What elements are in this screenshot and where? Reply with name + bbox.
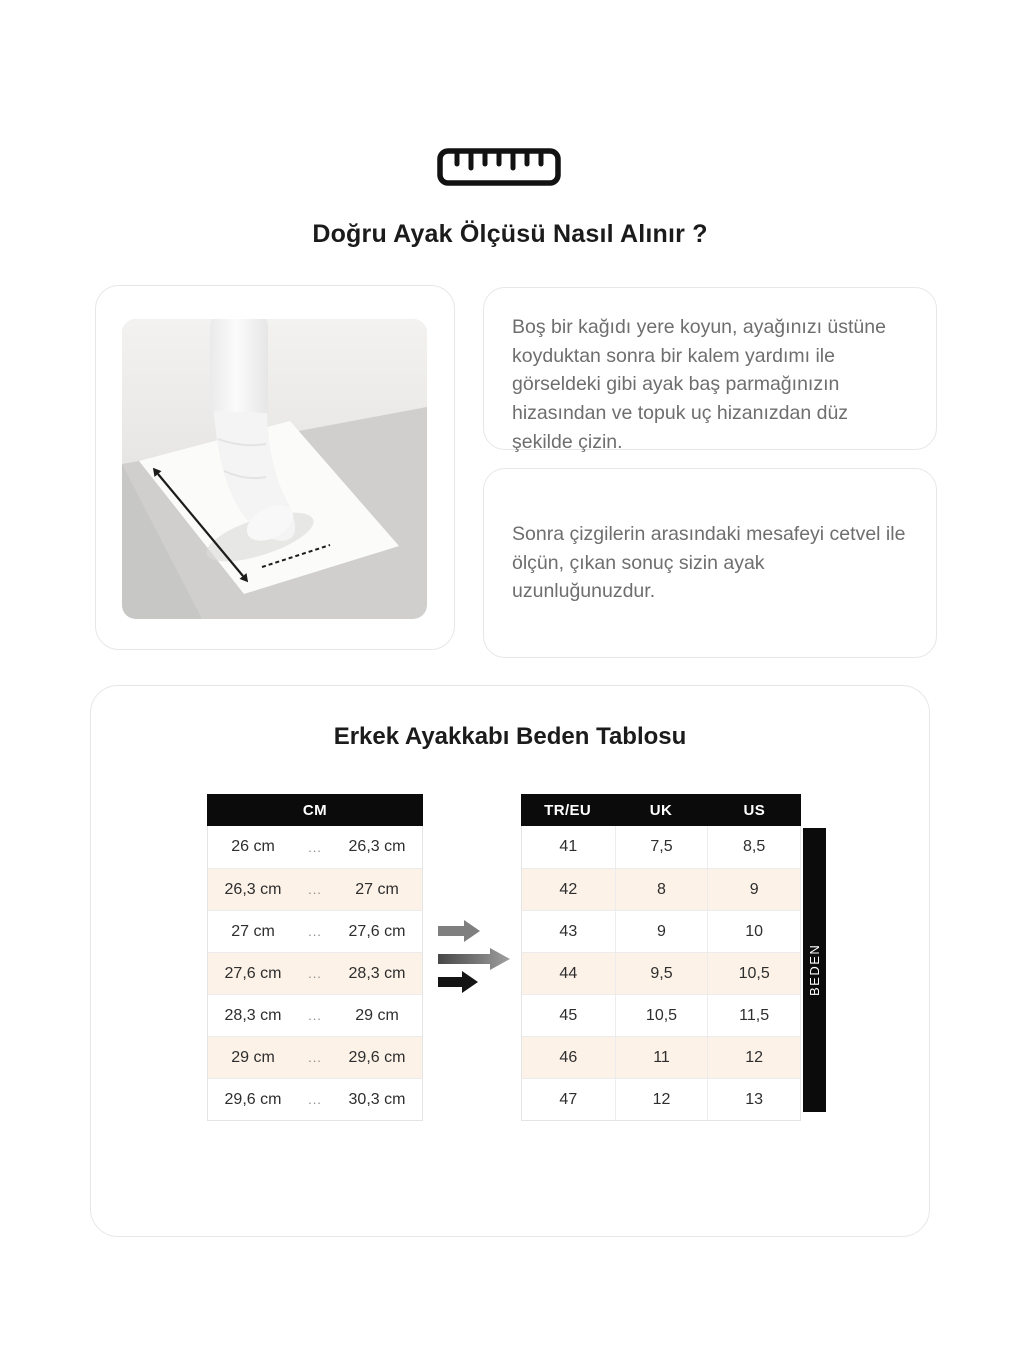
cm-to-value: 27 cm	[355, 880, 399, 898]
cm-table-header: CM	[207, 794, 423, 826]
us-value: 8,5	[707, 826, 800, 868]
header-tr-eu: TR/EU	[544, 801, 592, 819]
tr-eu-value: 47	[559, 1090, 578, 1108]
size-table-row	[522, 1078, 800, 1120]
cm-table-row	[208, 952, 422, 994]
uk-value: 9,5	[615, 953, 708, 994]
beden-side-label: BEDEN	[803, 828, 826, 1112]
tr-eu-value: 43	[559, 922, 578, 940]
us-value: 12	[707, 1037, 800, 1078]
range-dots: ...	[308, 1050, 322, 1065]
range-dots: ...	[308, 924, 322, 939]
size-table-row	[522, 910, 800, 952]
cm-to-value: 29,6 cm	[348, 1048, 406, 1066]
cm-from-value: 26,3 cm	[224, 880, 282, 898]
size-chart-title: Erkek Ayakkabı Beden Tablosu	[333, 723, 687, 750]
tr-eu-value: 46	[559, 1048, 578, 1066]
size-table-body	[521, 826, 801, 1121]
cm-to-value: 28,3 cm	[348, 964, 406, 982]
range-dots: ...	[308, 882, 322, 897]
cm-table	[207, 794, 423, 1121]
measurement-photo-card	[95, 285, 455, 650]
size-chart-card	[90, 685, 930, 1237]
cm-table-body	[207, 826, 423, 1121]
uk-value: 8	[615, 869, 708, 910]
header-us: US	[743, 801, 766, 819]
cm-table-row	[208, 868, 422, 910]
instruction-step1-text: Boş bir kağıdı yere koyun, ayağınızı üstüne koyduktan sonra bir kalem yardımı ile görseldeki gibi ayak baş parmağınızın hizasından ve topuk uç hizanızdan düz şekilde çizin.	[512, 316, 886, 453]
cm-from-value: 29,6 cm	[224, 1090, 282, 1108]
cm-to-value: 30,3 cm	[348, 1090, 406, 1108]
cm-from-value: 29 cm	[231, 1048, 275, 1066]
instruction-step2-text: Sonra çizgilerin arasındaki mesafeyi cetvel ile ölçün, çıkan sonuç sizin ayak uzunluğunuzdur.	[512, 523, 906, 603]
page-title: Doğru Ayak Ölçüsü Nasıl Alınır ?	[312, 220, 708, 248]
cm-from-value: 27 cm	[231, 922, 275, 940]
cm-table-row	[208, 1078, 422, 1120]
cm-to-value: 26,3 cm	[348, 838, 406, 855]
tr-eu-value: 41	[559, 838, 578, 855]
instruction-card-step2	[483, 468, 937, 658]
uk-value: 11	[615, 1037, 708, 1078]
ruler-icon	[437, 148, 561, 186]
size-table	[521, 794, 801, 1121]
tr-eu-value: 44	[559, 964, 578, 982]
cm-from-value: 27,6 cm	[224, 964, 282, 982]
tr-eu-value: 45	[559, 1006, 578, 1024]
cm-table-row	[208, 994, 422, 1036]
range-dots: ...	[308, 839, 322, 855]
uk-value: 12	[615, 1079, 708, 1120]
size-table-row	[522, 952, 800, 994]
range-dots: ...	[308, 966, 322, 981]
size-table-row	[522, 826, 800, 868]
foot-measurement-photo	[122, 319, 427, 619]
range-dots: ...	[308, 1008, 322, 1023]
size-table-header	[521, 794, 801, 826]
cm-from-value: 28,3 cm	[224, 1006, 282, 1024]
range-dots: ...	[308, 1092, 322, 1107]
tr-eu-value: 42	[559, 880, 578, 898]
us-value: 13	[707, 1079, 800, 1120]
us-value: 11,5	[707, 995, 800, 1036]
size-table-row	[522, 1036, 800, 1078]
uk-value: 10,5	[615, 995, 708, 1036]
us-value: 10	[707, 911, 800, 952]
size-table-row	[522, 868, 800, 910]
cm-table-row	[208, 826, 422, 868]
cm-table-row	[208, 1036, 422, 1078]
us-value: 9	[707, 869, 800, 910]
uk-value: 7,5	[615, 826, 708, 868]
us-value: 10,5	[707, 953, 800, 994]
uk-value: 9	[615, 911, 708, 952]
instruction-card-step1	[483, 287, 937, 453]
cm-to-value: 27,6 cm	[348, 922, 406, 940]
header-uk: UK	[649, 801, 673, 819]
transfer-arrows-icon	[438, 919, 516, 999]
size-table-row	[522, 994, 800, 1036]
cm-to-value: 29 cm	[355, 1006, 399, 1024]
cm-from-value: 26 cm	[231, 838, 275, 855]
cm-table-row	[208, 910, 422, 952]
